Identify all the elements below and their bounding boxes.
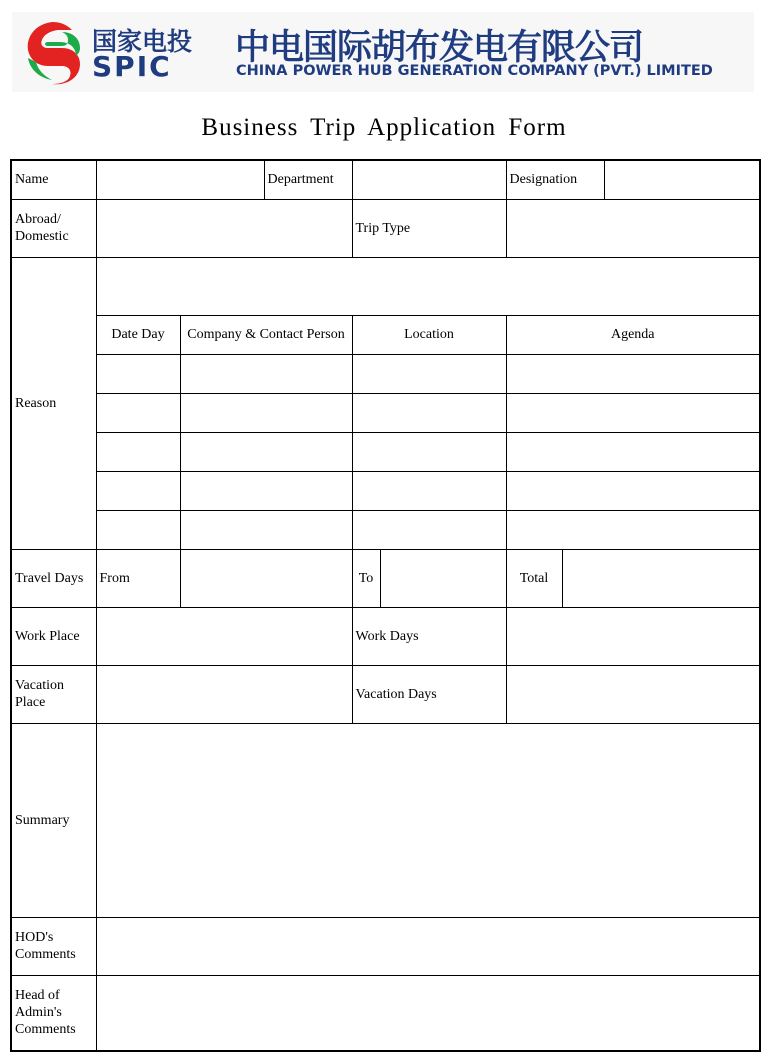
work-place-label: Work Place <box>11 607 96 665</box>
designation-label: Designation <box>506 160 604 199</box>
location-cell[interactable] <box>352 510 506 549</box>
itinerary-row <box>11 471 760 510</box>
from-field[interactable] <box>180 549 352 607</box>
abroad-domestic-label: Abroad/ Domestic <box>11 199 96 257</box>
head-admin-comments-label: Head of Admin's Comments <box>11 975 96 1051</box>
row-vacation-place <box>11 665 760 723</box>
brand-cn: 国家电投 <box>92 27 193 56</box>
designation-field[interactable] <box>604 160 760 199</box>
head-admin-comments-field[interactable] <box>96 975 760 1051</box>
company-contact-cell[interactable] <box>180 432 352 471</box>
agenda-cell[interactable] <box>506 510 760 549</box>
agenda-cell[interactable] <box>506 393 760 432</box>
row-summary <box>11 723 760 917</box>
name-label: Name <box>11 160 96 199</box>
reason-field[interactable] <box>96 257 760 315</box>
location-cell[interactable] <box>352 354 506 393</box>
row-travel-days <box>11 549 760 607</box>
itinerary-header-row <box>11 315 760 354</box>
vacation-place-field[interactable] <box>96 665 352 723</box>
trip-type-field[interactable] <box>506 199 760 257</box>
trip-type-label: Trip Type <box>352 199 506 257</box>
letterhead <box>12 12 754 92</box>
row-hod-comments <box>11 917 760 975</box>
travel-days-label: Travel Days <box>11 549 96 607</box>
department-field[interactable] <box>352 160 506 199</box>
trip-application-table <box>10 159 761 1052</box>
summary-field[interactable] <box>96 723 760 917</box>
company-contact-cell[interactable] <box>180 354 352 393</box>
location-cell[interactable] <box>352 432 506 471</box>
agenda-cell[interactable] <box>506 432 760 471</box>
hod-comments-label: HOD's Comments <box>11 917 96 975</box>
location-header: Location <box>352 315 506 354</box>
abroad-domestic-field[interactable] <box>96 199 352 257</box>
vacation-days-field[interactable] <box>506 665 760 723</box>
name-field[interactable] <box>96 160 264 199</box>
form-title: Business Trip Application Form <box>201 114 567 141</box>
total-label: Total <box>506 549 562 607</box>
agenda-header: Agenda <box>506 315 760 354</box>
summary-label: Summary <box>11 723 96 917</box>
date-day-cell[interactable] <box>96 510 180 549</box>
to-label: To <box>352 549 380 607</box>
work-days-field[interactable] <box>506 607 760 665</box>
date-day-cell[interactable] <box>96 432 180 471</box>
from-label: From <box>96 549 180 607</box>
row-name <box>11 160 760 199</box>
work-place-field[interactable] <box>96 607 352 665</box>
vacation-days-label: Vacation Days <box>352 665 506 723</box>
company-name-en: CHINA POWER HUB GENERATION COMPANY (PVT.) LIMITED <box>236 63 713 79</box>
location-cell[interactable] <box>352 471 506 510</box>
itinerary-row <box>11 510 760 549</box>
hod-comments-field[interactable] <box>96 917 760 975</box>
agenda-cell[interactable] <box>506 354 760 393</box>
date-day-cell[interactable] <box>96 354 180 393</box>
agenda-cell[interactable] <box>506 471 760 510</box>
date-day-cell[interactable] <box>96 393 180 432</box>
company-contact-header: Company & Contact Person <box>180 315 352 354</box>
work-days-label: Work Days <box>352 607 506 665</box>
company-name-cn: 中电国际胡布发电有限公司 <box>235 28 644 68</box>
brand-en: SPIC <box>92 50 172 83</box>
date-day-cell[interactable] <box>96 471 180 510</box>
company-contact-cell[interactable] <box>180 471 352 510</box>
company-contact-cell[interactable] <box>180 510 352 549</box>
total-field[interactable] <box>562 549 760 607</box>
to-field[interactable] <box>380 549 506 607</box>
row-reason <box>11 257 760 315</box>
vacation-place-label: Vacation Place <box>11 665 96 723</box>
location-cell[interactable] <box>352 393 506 432</box>
row-admin-comments <box>11 975 760 1051</box>
row-trip-type <box>11 199 760 257</box>
itinerary-row <box>11 432 760 471</box>
reason-label: Reason <box>11 257 96 549</box>
department-label: Department <box>264 160 352 199</box>
row-work-place <box>11 607 760 665</box>
spic-logo-icon <box>22 18 84 86</box>
itinerary-row <box>11 354 760 393</box>
itinerary-row <box>11 393 760 432</box>
company-contact-cell[interactable] <box>180 393 352 432</box>
date-day-header: Date Day <box>96 315 180 354</box>
